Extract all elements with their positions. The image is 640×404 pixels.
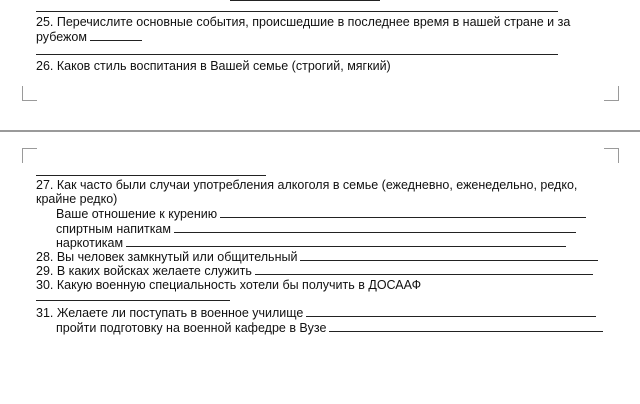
document-page-2 [0, 132, 640, 404]
answer-blank-q29[interactable] [255, 264, 593, 275]
answer-line-top [230, 0, 380, 1]
alcohol-label: спиртным напиткам [56, 222, 171, 236]
page-corner-mark [604, 86, 619, 101]
answer-line-q30 [36, 300, 230, 301]
question-27-alcohol [56, 222, 576, 237]
question-31-label-2: пройти подготовку на военной кафедре в Вузе [56, 321, 327, 335]
question-30: 30. Какую военную специальность хотели бы получить в ДОСААФ [36, 278, 422, 292]
question-27-smoking [56, 207, 586, 222]
question-28 [36, 250, 598, 265]
question-29-label: 29. В каких войсках желаете служить [36, 264, 252, 278]
answer-line-q24 [36, 11, 558, 12]
answer-blank-q28[interactable] [300, 250, 598, 261]
answer-blank-q25[interactable] [90, 30, 142, 41]
question-26: 26. Каков стиль воспитания в Вашей семье (строгий, мягкий) [36, 59, 391, 73]
question-25-label: рубежом [36, 30, 87, 44]
document-page-1 [0, 0, 640, 131]
answer-blank-alcohol[interactable] [174, 222, 576, 233]
question-29 [36, 264, 593, 279]
page-corner-mark [22, 86, 37, 101]
question-27-drugs [56, 236, 566, 251]
question-27-line-1: 27. Как часто были случаи употребления алкоголя в семье (ежедневно, еженедельно, редко, [36, 178, 578, 192]
answer-blank-q31-department[interactable] [329, 321, 603, 332]
answer-blank-drugs[interactable] [126, 236, 566, 247]
question-31-label-1: 31. Желаете ли поступать в военное училище [36, 306, 304, 320]
answer-line-q25 [36, 54, 558, 55]
page-corner-mark [22, 148, 37, 163]
answer-line-q26 [36, 175, 266, 176]
drugs-label: наркотикам [56, 236, 124, 250]
page-corner-mark [604, 148, 619, 163]
answer-blank-smoking[interactable] [220, 207, 586, 218]
question-28-label: 28. Вы человек замкнутый или общительный [36, 250, 298, 264]
question-25-line-2 [36, 30, 142, 45]
question-31-line-2 [56, 321, 603, 336]
question-31-line-1 [36, 306, 596, 321]
question-25-line-1: 25. Перечислите основные события, происшедшие в последнее время в нашей стране и за [36, 15, 571, 29]
smoking-label: Ваше отношение к курению [56, 207, 218, 221]
answer-blank-q31-school[interactable] [306, 306, 596, 317]
question-27-line-2: крайне редко) [36, 192, 118, 206]
